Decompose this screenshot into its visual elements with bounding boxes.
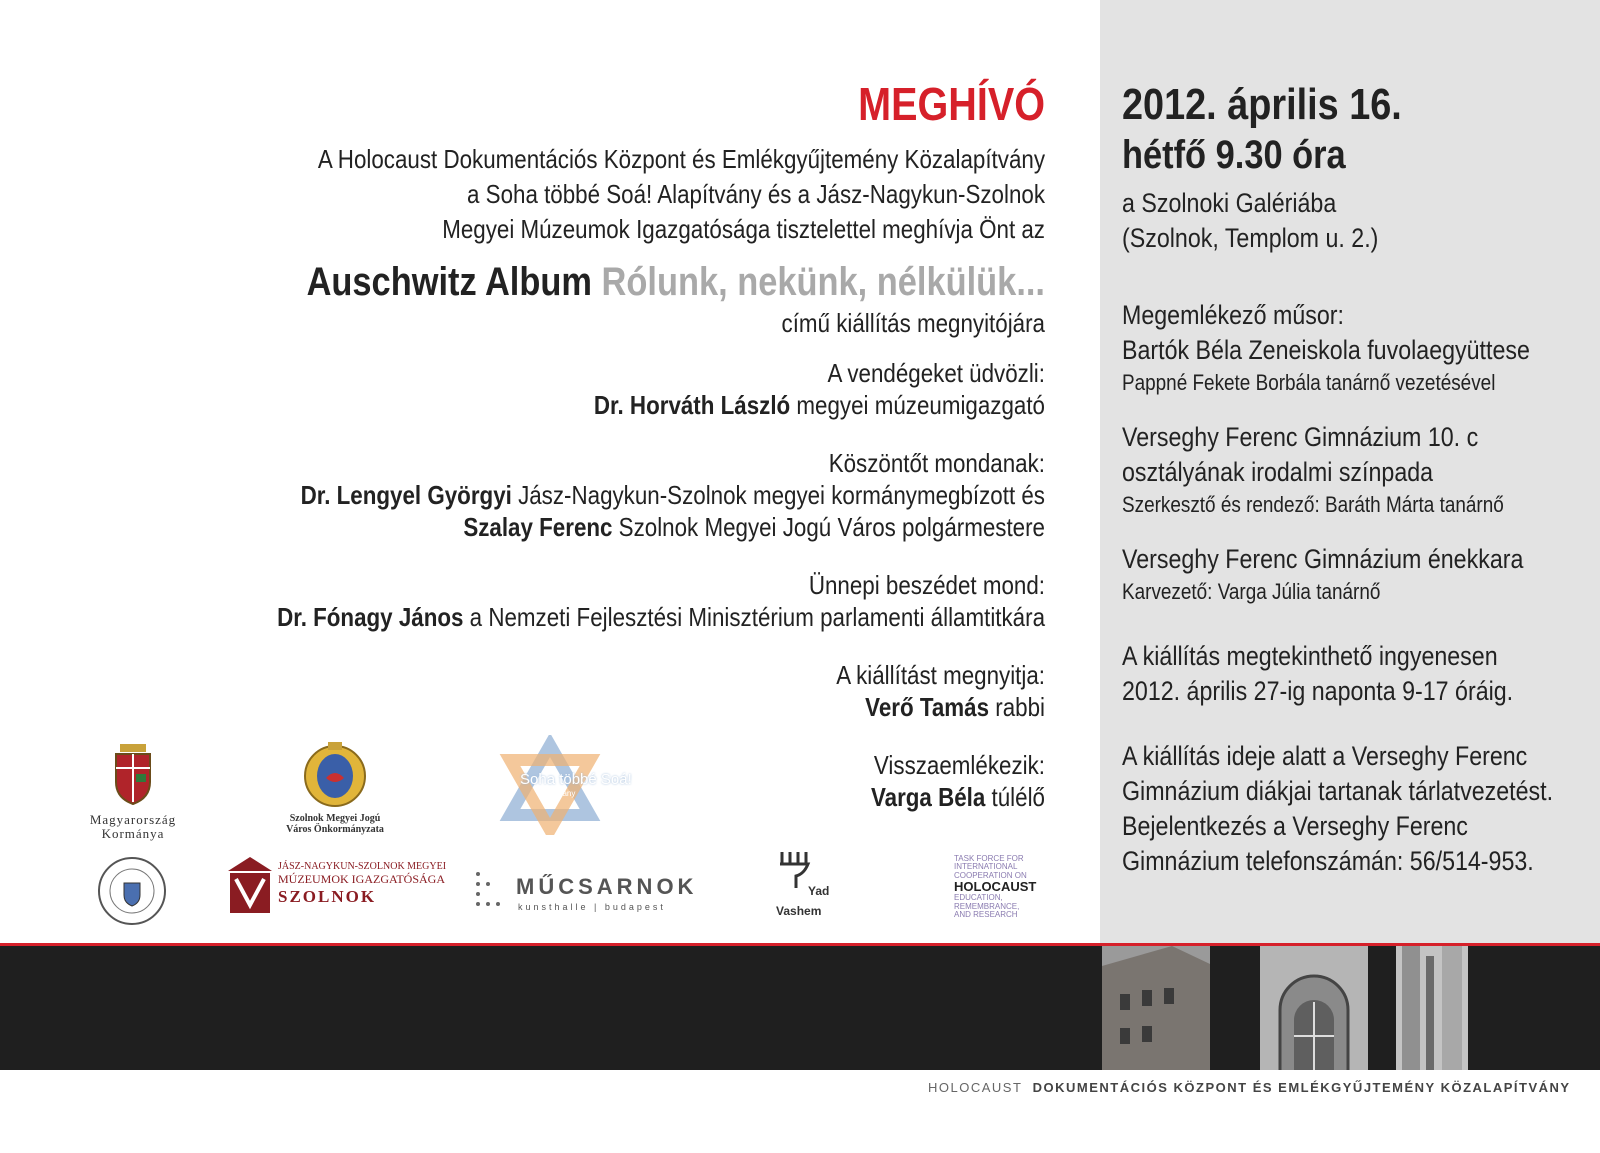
speaker-name: Dr. Horváth László [593, 390, 791, 420]
logo-caption: Város Önkormányzata [286, 824, 384, 835]
building-photo-icon [1102, 946, 1210, 1070]
footer-text: DOKUMENTÁCIÓS KÖZPONT ÉS EMLÉKGYŰJTEMÉNY KÖZALAPÍTVÁNY [1032, 1080, 1571, 1095]
logo-caption: kunsthalle | budapest [518, 902, 666, 912]
logo-caption: SZOLNOK [278, 887, 377, 906]
guide-line: Bejelentkezés a Verseghy Ferenc [1122, 811, 1468, 841]
memorial-photo [1396, 946, 1468, 1070]
speaker-role: Szolnok Megyei Jogú Város polgármestere [612, 512, 1045, 542]
logo-caption: TASK FORCE FOR [954, 854, 1024, 863]
intro-line: A Holocaust Dokumentációs Központ és Emlékgyűjtemény Közalapítvány [317, 144, 1045, 174]
greetings-speaker-1 [202, 479, 1045, 511]
speaker-name: Verő Tamás [865, 692, 990, 722]
dot-grid-icon [472, 870, 502, 914]
museum-building-icon [226, 855, 274, 917]
school-seal-logo [96, 855, 168, 932]
intro-text [202, 142, 1045, 247]
logo-caption: Vashem [776, 904, 822, 918]
logo-caption: EDUCATION, [954, 893, 1003, 903]
event-address: (Szolnok, Templom u. 2.) [1122, 223, 1379, 253]
soha-tobbe-soa-logo [480, 735, 670, 835]
logo-caption: JÁSZ-NAGYKUN-SZOLNOK MEGYEI [278, 861, 447, 872]
building-photo [1102, 946, 1210, 1070]
intro-line: a Soha többé Soá! Alapítvány és a Jász-Nagykun-Szolnok [467, 179, 1045, 209]
task-force-logo [954, 855, 1046, 919]
speech-label: Ünnepi beszédet mond: [808, 570, 1045, 600]
program-item: Verseghy Ferenc Gimnázium 10. c [1122, 422, 1479, 452]
invitation-text [65, 78, 1045, 813]
logo-caption: MÚZEUMOK IGAZGATÓSÁGA [278, 872, 445, 886]
program-item-note: Szerkesztő és rendező: Baráth Márta tanárnő [1122, 492, 1504, 517]
speaker-name: Dr. Lengyel Györgyi [300, 480, 512, 510]
school-seal-icon [96, 855, 168, 927]
logo-caption: COOPERATION ON [954, 870, 1027, 880]
logo-caption: AND RESEARCH [954, 910, 1018, 920]
yad-vashem-logo [776, 850, 846, 922]
guide-line: Gimnázium telefonszámán: 56/514-953. [1122, 846, 1534, 876]
opening-speaker [202, 691, 1045, 723]
logo-caption: MŰCSARNOK [516, 874, 698, 899]
program-item: Verseghy Ferenc Gimnázium énekkara [1122, 544, 1524, 574]
guide-line: A kiállítás ideje alatt a Verseghy Ferenc [1122, 741, 1528, 771]
logo-caption: Magyarország [89, 812, 177, 827]
speaker-name: Dr. Fónagy János [277, 602, 464, 632]
mucsarnok-logo [472, 870, 698, 920]
greetings-speaker-2 [202, 511, 1045, 543]
event-time: hétfő 9.30 óra [1122, 133, 1346, 177]
speech-speaker [202, 601, 1045, 633]
greetings-label: Köszöntőt mondanak: [828, 448, 1045, 478]
footer-text: HOLOCAUST [928, 1080, 1023, 1095]
logo-caption: REMEMBRANCE, [954, 901, 1020, 911]
free-entry-line: 2012. április 27-ig naponta 9-17 óráig. [1122, 676, 1514, 706]
coat-of-arms-icon [78, 738, 188, 808]
logo-caption: HOLOCAUST [954, 879, 1037, 895]
speaker-name: Varga Béla [870, 782, 986, 812]
album-title: Auschwitz Album [306, 260, 592, 304]
county-museum-logo [226, 855, 447, 917]
welcome-speaker [202, 389, 1045, 421]
invitation-title: MEGHÍVÓ [858, 78, 1045, 130]
synagogue-photo-icon [1260, 946, 1368, 1070]
city-logo [270, 738, 400, 835]
program-item-note: Karvezető: Varga Júlia tanárnő [1122, 579, 1381, 604]
memory-label: Visszaemlékezik: [873, 750, 1045, 780]
government-logo [78, 738, 188, 841]
memorial-photo-icon [1396, 946, 1468, 1070]
program-label: Megemlékező műsor: [1122, 300, 1344, 330]
intro-line: Megyei Múzeumok Igazgatósága tisztelettel meghívja Önt az [442, 214, 1045, 244]
album-subtitle: Rólunk, nekünk, nélkülük... [601, 260, 1045, 304]
logo-caption: Kormánya [101, 826, 165, 841]
event-line: című kiállítás megnyitójára [781, 308, 1045, 338]
welcome-label: A vendégeket üdvözli: [827, 358, 1045, 388]
logo-caption: Yad [808, 884, 830, 898]
free-entry-line: A kiállítás megtekinthető ingyenesen [1122, 641, 1498, 671]
speaker-role: megyei múzeumigazgató [790, 390, 1045, 420]
speaker-name: Szalay Ferenc [463, 512, 613, 542]
city-crest-icon [270, 738, 400, 808]
footer-foundation-name [928, 1080, 1571, 1095]
logo-caption: Alapítvány [538, 789, 576, 798]
program-item-note: Pappné Fekete Borbála tanárnő vezetésével [1122, 370, 1496, 395]
opening-label: A kiállítást megnyitja: [836, 660, 1045, 690]
logo-caption: INTERNATIONAL [954, 862, 1018, 872]
event-date: 2012. április 16. [1122, 80, 1402, 129]
logo-caption: Szolnok Megyei Jogú [289, 813, 381, 824]
guide-line: Gimnázium diákjai tartanak tárlatvezetést. [1122, 776, 1554, 806]
speaker-role: a Nemzeti Fejlesztési Minisztérium parlamenti államtitkára [463, 602, 1045, 632]
speaker-role: túlélő [985, 782, 1045, 812]
logo-caption: Soha többé Soá! [520, 771, 632, 788]
synagogue-photo [1260, 946, 1368, 1070]
program-item: osztályának irodalmi színpada [1122, 457, 1434, 487]
speaker-role: Jász-Nagykun-Szolnok megyei kormánymegbízott és [511, 480, 1045, 510]
event-venue: a Szolnoki Galériába [1122, 188, 1337, 218]
exhibition-title [202, 257, 1045, 307]
event-details [1122, 80, 1592, 879]
program-item: Bartók Béla Zeneiskola fuvolaegyüttese [1122, 335, 1530, 365]
speaker-role: rabbi [989, 692, 1045, 722]
